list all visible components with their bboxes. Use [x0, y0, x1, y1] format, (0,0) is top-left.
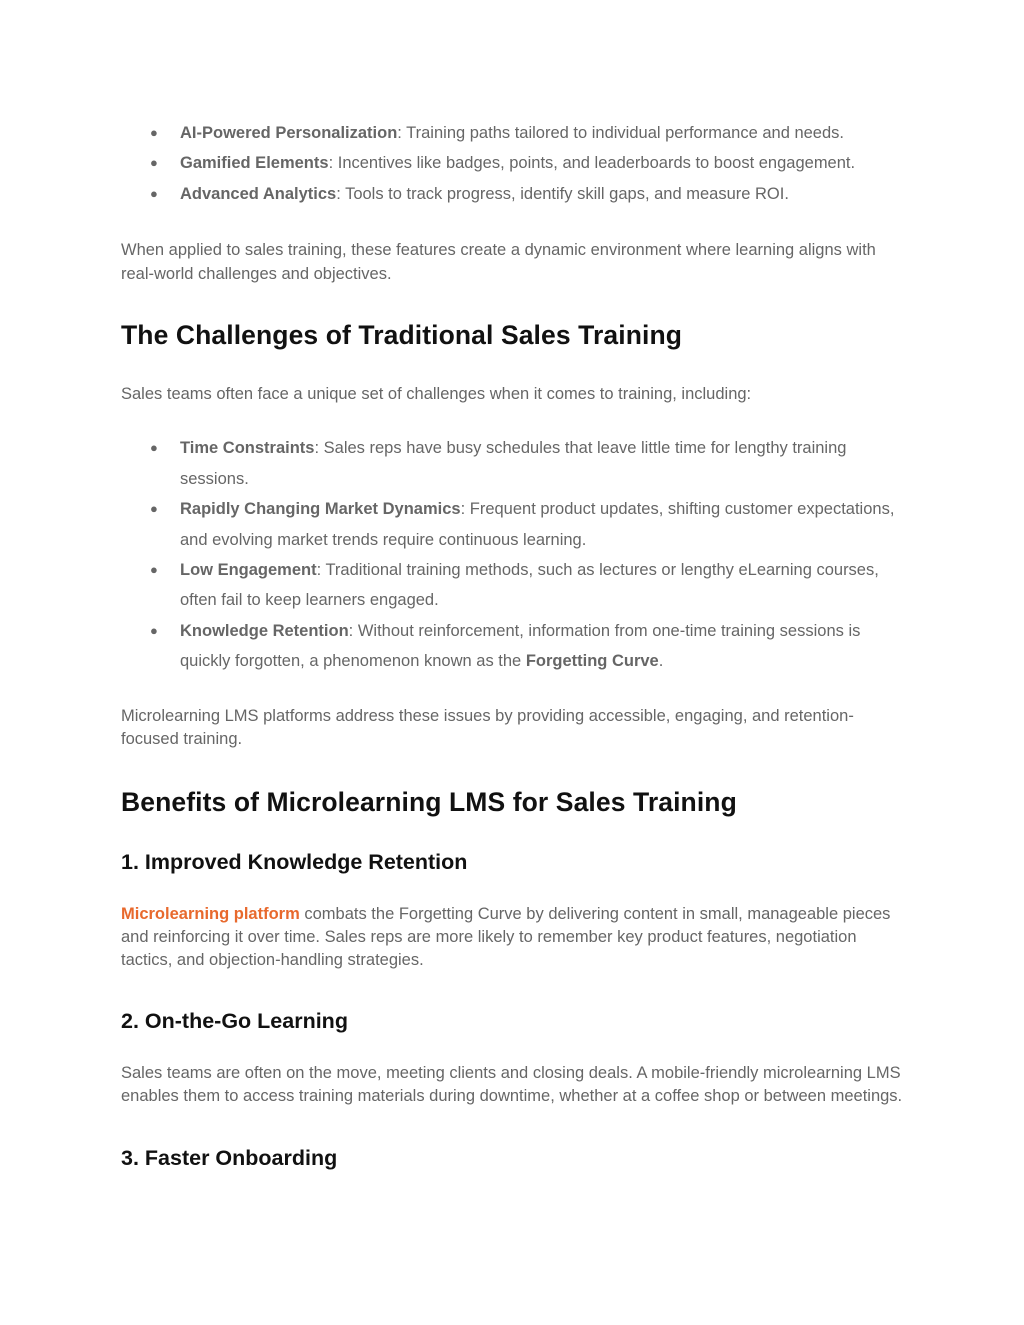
heading-text: Benefits of Microlearning LMS for Sales Training	[121, 786, 737, 817]
subheading-faster-onboarding: 3. Faster Onboarding	[121, 1145, 338, 1170]
list-item	[121, 179, 911, 209]
bullet-text: : Sales reps have busy schedules that leave little time for lengthy training sessions.	[180, 439, 847, 488]
bullet-icon: ●	[150, 125, 158, 140]
bullet-text: : Frequent product updates, shifting customer expectations, and evolving market trends require continuous learning.	[180, 500, 895, 549]
bullet-term: Gamified Elements	[180, 154, 329, 173]
challenges-closing-paragraph: Microlearning LMS platforms address these issues by providing accessible, engaging, and retention-focused training.	[121, 706, 854, 749]
bullet-term: Rapidly Changing Market Dynamics	[180, 500, 461, 519]
bullet-text: : Training paths tailored to individual performance and needs.	[397, 124, 844, 142]
bullet-text: : Traditional training methods, such as lectures or lengthy eLearning courses, often fail to keep learners engaged.	[180, 561, 879, 610]
list-item	[121, 433, 911, 494]
bullet-term-inline: Forgetting Curve	[525, 652, 659, 671]
bullet-icon: ●	[150, 155, 158, 171]
bullet-term: AI-Powered Personalization	[180, 124, 398, 142]
challenges-lead-paragraph: Sales teams often face a unique set of challenges when it comes to training, including:	[121, 385, 752, 404]
on-the-go-paragraph: Sales teams are often on the move, meeting clients and closing deals. A mobile-friendly microlearning LMS enables them to access training materials during downtime, whether at a coffee shop or between meetings.	[121, 1063, 903, 1106]
microlearning-platform-link[interactable]: Microlearning platform	[121, 904, 300, 923]
list-item	[121, 148, 911, 178]
intro-bullet-list	[121, 118, 911, 209]
bullet-term: Low Engagement	[180, 561, 317, 580]
bullet-icon: ●	[150, 185, 158, 201]
list-item	[121, 494, 911, 555]
paragraph-text: combats the Forgetting Curve by delivering content in small, manageable pieces and reinforcing it over time. Sales reps are more likely to remember key product features, negotiation tactics, and objection-handling strategies.	[121, 904, 891, 970]
bullet-icon: ●	[150, 501, 158, 517]
subheading-knowledge-retention: 1. Improved Knowledge Retention	[121, 849, 468, 874]
list-item	[121, 555, 911, 616]
heading-text: The Challenges of Traditional Sales Training	[121, 320, 683, 351]
bullet-tail: .	[658, 652, 664, 671]
list-item	[121, 616, 911, 677]
list-item	[121, 118, 911, 148]
bullet-text: : Incentives like badges, points, and leaderboards to boost engagement.	[328, 154, 856, 173]
document-page	[121, 118, 911, 1172]
subheading-on-the-go: 2. On-the-Go Learning	[121, 1008, 348, 1033]
bullet-icon: ●	[150, 622, 158, 638]
bullet-term: Time Constraints	[180, 439, 315, 458]
bullet-term: Advanced Analytics	[180, 184, 337, 203]
bullet-text: : Without reinforcement, information from one-time training sessions is quickly forgotten, a phenomenon known as the	[180, 621, 861, 671]
section-heading-benefits	[121, 786, 911, 818]
bullet-text: : Tools to track progress, identify skill gaps, and measure ROI.	[336, 184, 789, 203]
bullet-icon: ●	[150, 440, 158, 456]
intro-paragraph: When applied to sales training, these features create a dynamic environment where learning aligns with real-world challenges and objectives.	[121, 241, 876, 283]
bullet-icon: ●	[150, 562, 158, 578]
knowledge-retention-paragraph	[121, 903, 911, 973]
challenges-bullet-list	[121, 433, 911, 676]
section-heading-challenges	[121, 319, 911, 351]
bullet-term: Knowledge Retention	[180, 621, 349, 640]
